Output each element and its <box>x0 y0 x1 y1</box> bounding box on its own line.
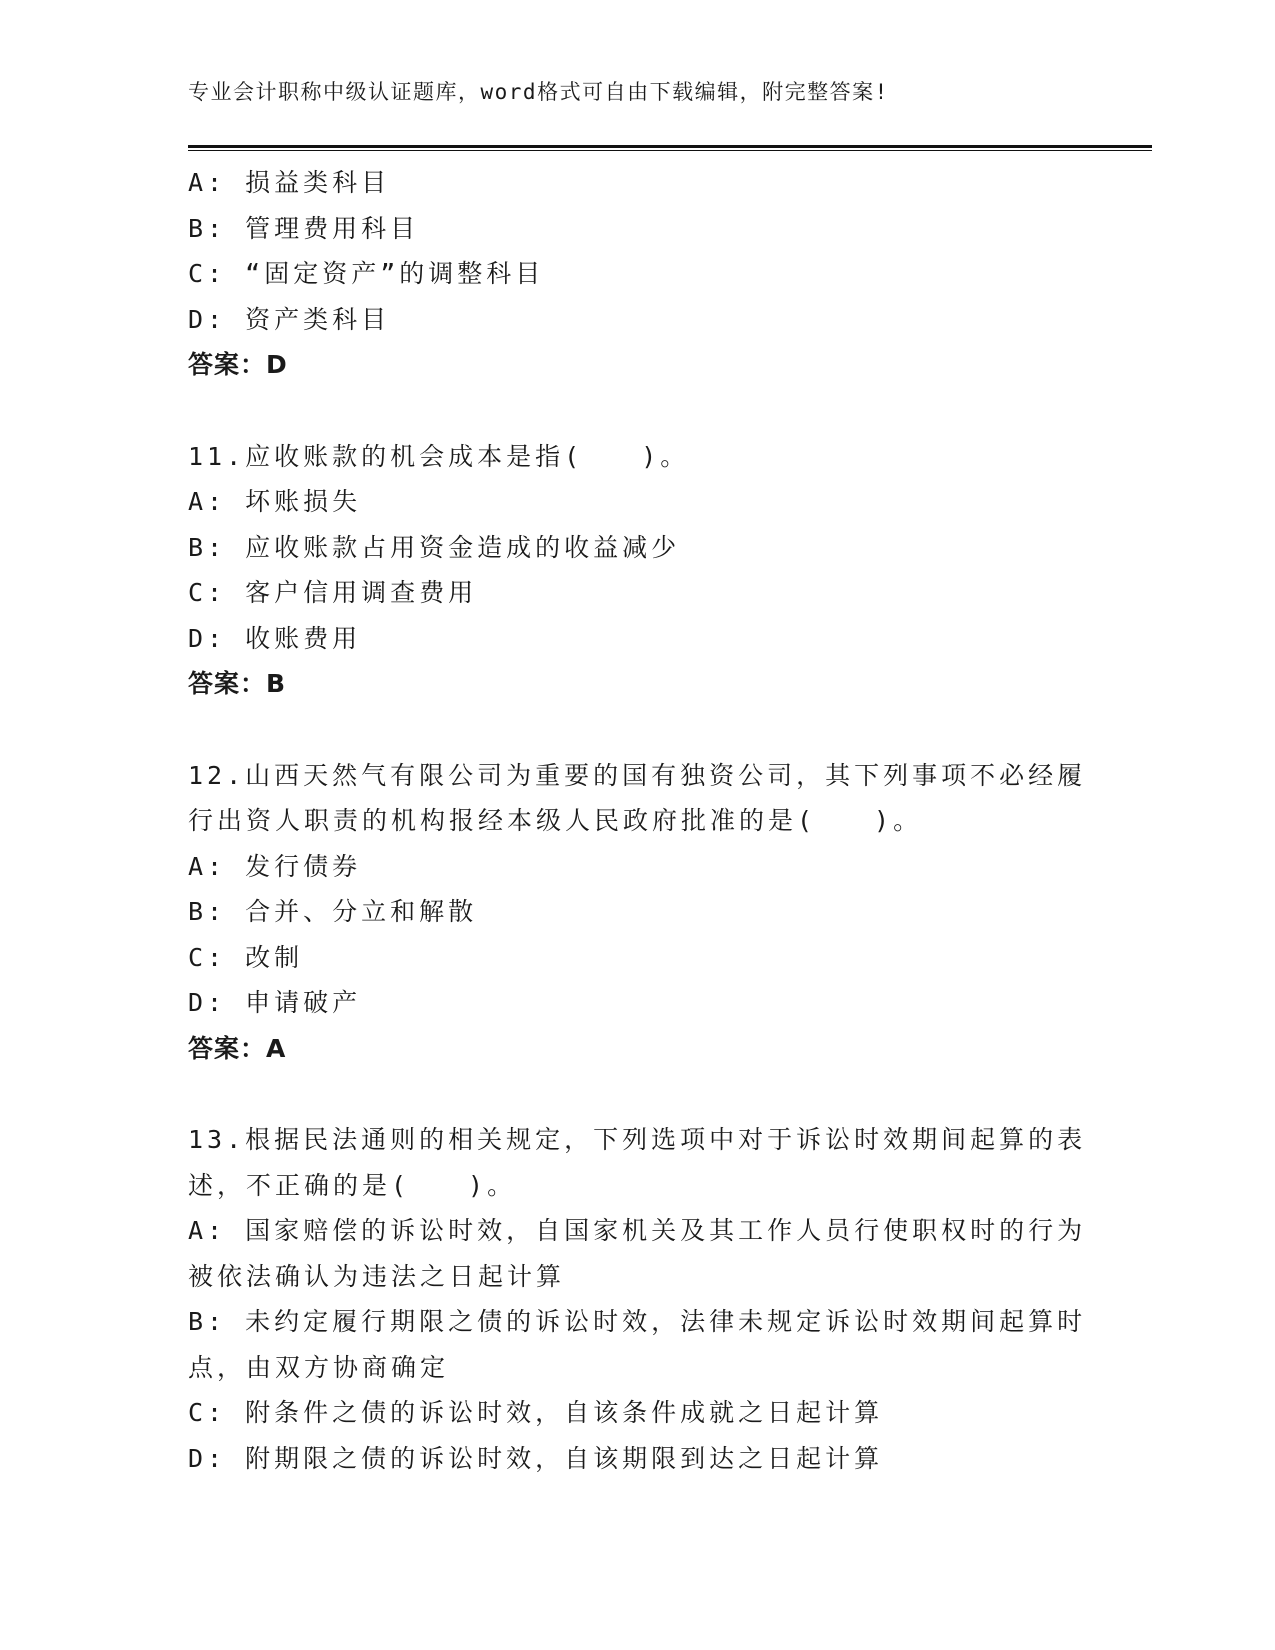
option-b: B: 管理费用科目 <box>188 213 420 243</box>
option-b: B: 合并、分立和解散 <box>188 897 478 926</box>
page-header: 专业会计职称中级认证题库，word格式可自由下载编辑，附完整答案! <box>188 80 889 104</box>
option-b: B: 未约定履行期限之债的诉讼时效，法律未规定诉讼时效期间起算时 <box>188 1307 1087 1336</box>
question-stem-continued: 行出资人职责的机构报经本级人民政府批准的是( )。 <box>188 806 923 835</box>
question-block <box>188 1117 1088 1481</box>
question-block <box>188 434 1088 707</box>
answer-line: 答案：B <box>188 669 287 698</box>
option-c: C: 附条件之债的诉讼时效，自该条件成就之日起计算 <box>188 1398 884 1427</box>
option-d: D: 资产类科目 <box>188 304 391 334</box>
question-stem: 12.山西天然气有限公司为重要的国有独资公司，其下列事项不必经履 <box>188 760 1087 790</box>
option-b: B: 应收账款占用资金造成的收益减少 <box>188 532 681 562</box>
option-a: A: 发行债券 <box>188 851 362 881</box>
question-block <box>188 160 1088 388</box>
option-a: A: 国家赔偿的诉讼时效，自国家机关及其工作人员行使职权时的行为 <box>188 1216 1087 1245</box>
question-stem: 13.根据民法通则的相关规定，下列选项中对于诉讼时效期间起算的表 <box>188 1125 1087 1154</box>
question-block <box>188 753 1088 1072</box>
question-stem: 11.应收账款的机会成本是指( )。 <box>188 441 690 471</box>
option-a: A: 损益类科目 <box>188 168 391 197</box>
option-b-continued: 点，由双方协商确定 <box>188 1352 450 1382</box>
header-divider-thick <box>188 145 1152 148</box>
option-a: A: 坏账损失 <box>188 487 362 516</box>
option-c: C: 客户信用调查费用 <box>188 578 478 607</box>
answer-line: 答案：D <box>188 350 288 379</box>
header-divider-thin <box>188 150 1152 151</box>
option-c: C: “固定资产”的调整科目 <box>188 259 545 288</box>
option-c: C: 改制 <box>188 942 304 972</box>
option-d: D: 附期限之债的诉讼时效，自该期限到达之日起计算 <box>188 1443 884 1473</box>
question-list <box>188 160 1088 1481</box>
question-stem-continued: 述，不正确的是( )。 <box>188 1170 517 1200</box>
option-a-continued: 被依法确认为违法之日起计算 <box>188 1261 566 1291</box>
option-d: D: 收账费用 <box>188 623 362 653</box>
option-d: D: 申请破产 <box>188 988 362 1017</box>
answer-line: 答案：A <box>188 1033 287 1063</box>
